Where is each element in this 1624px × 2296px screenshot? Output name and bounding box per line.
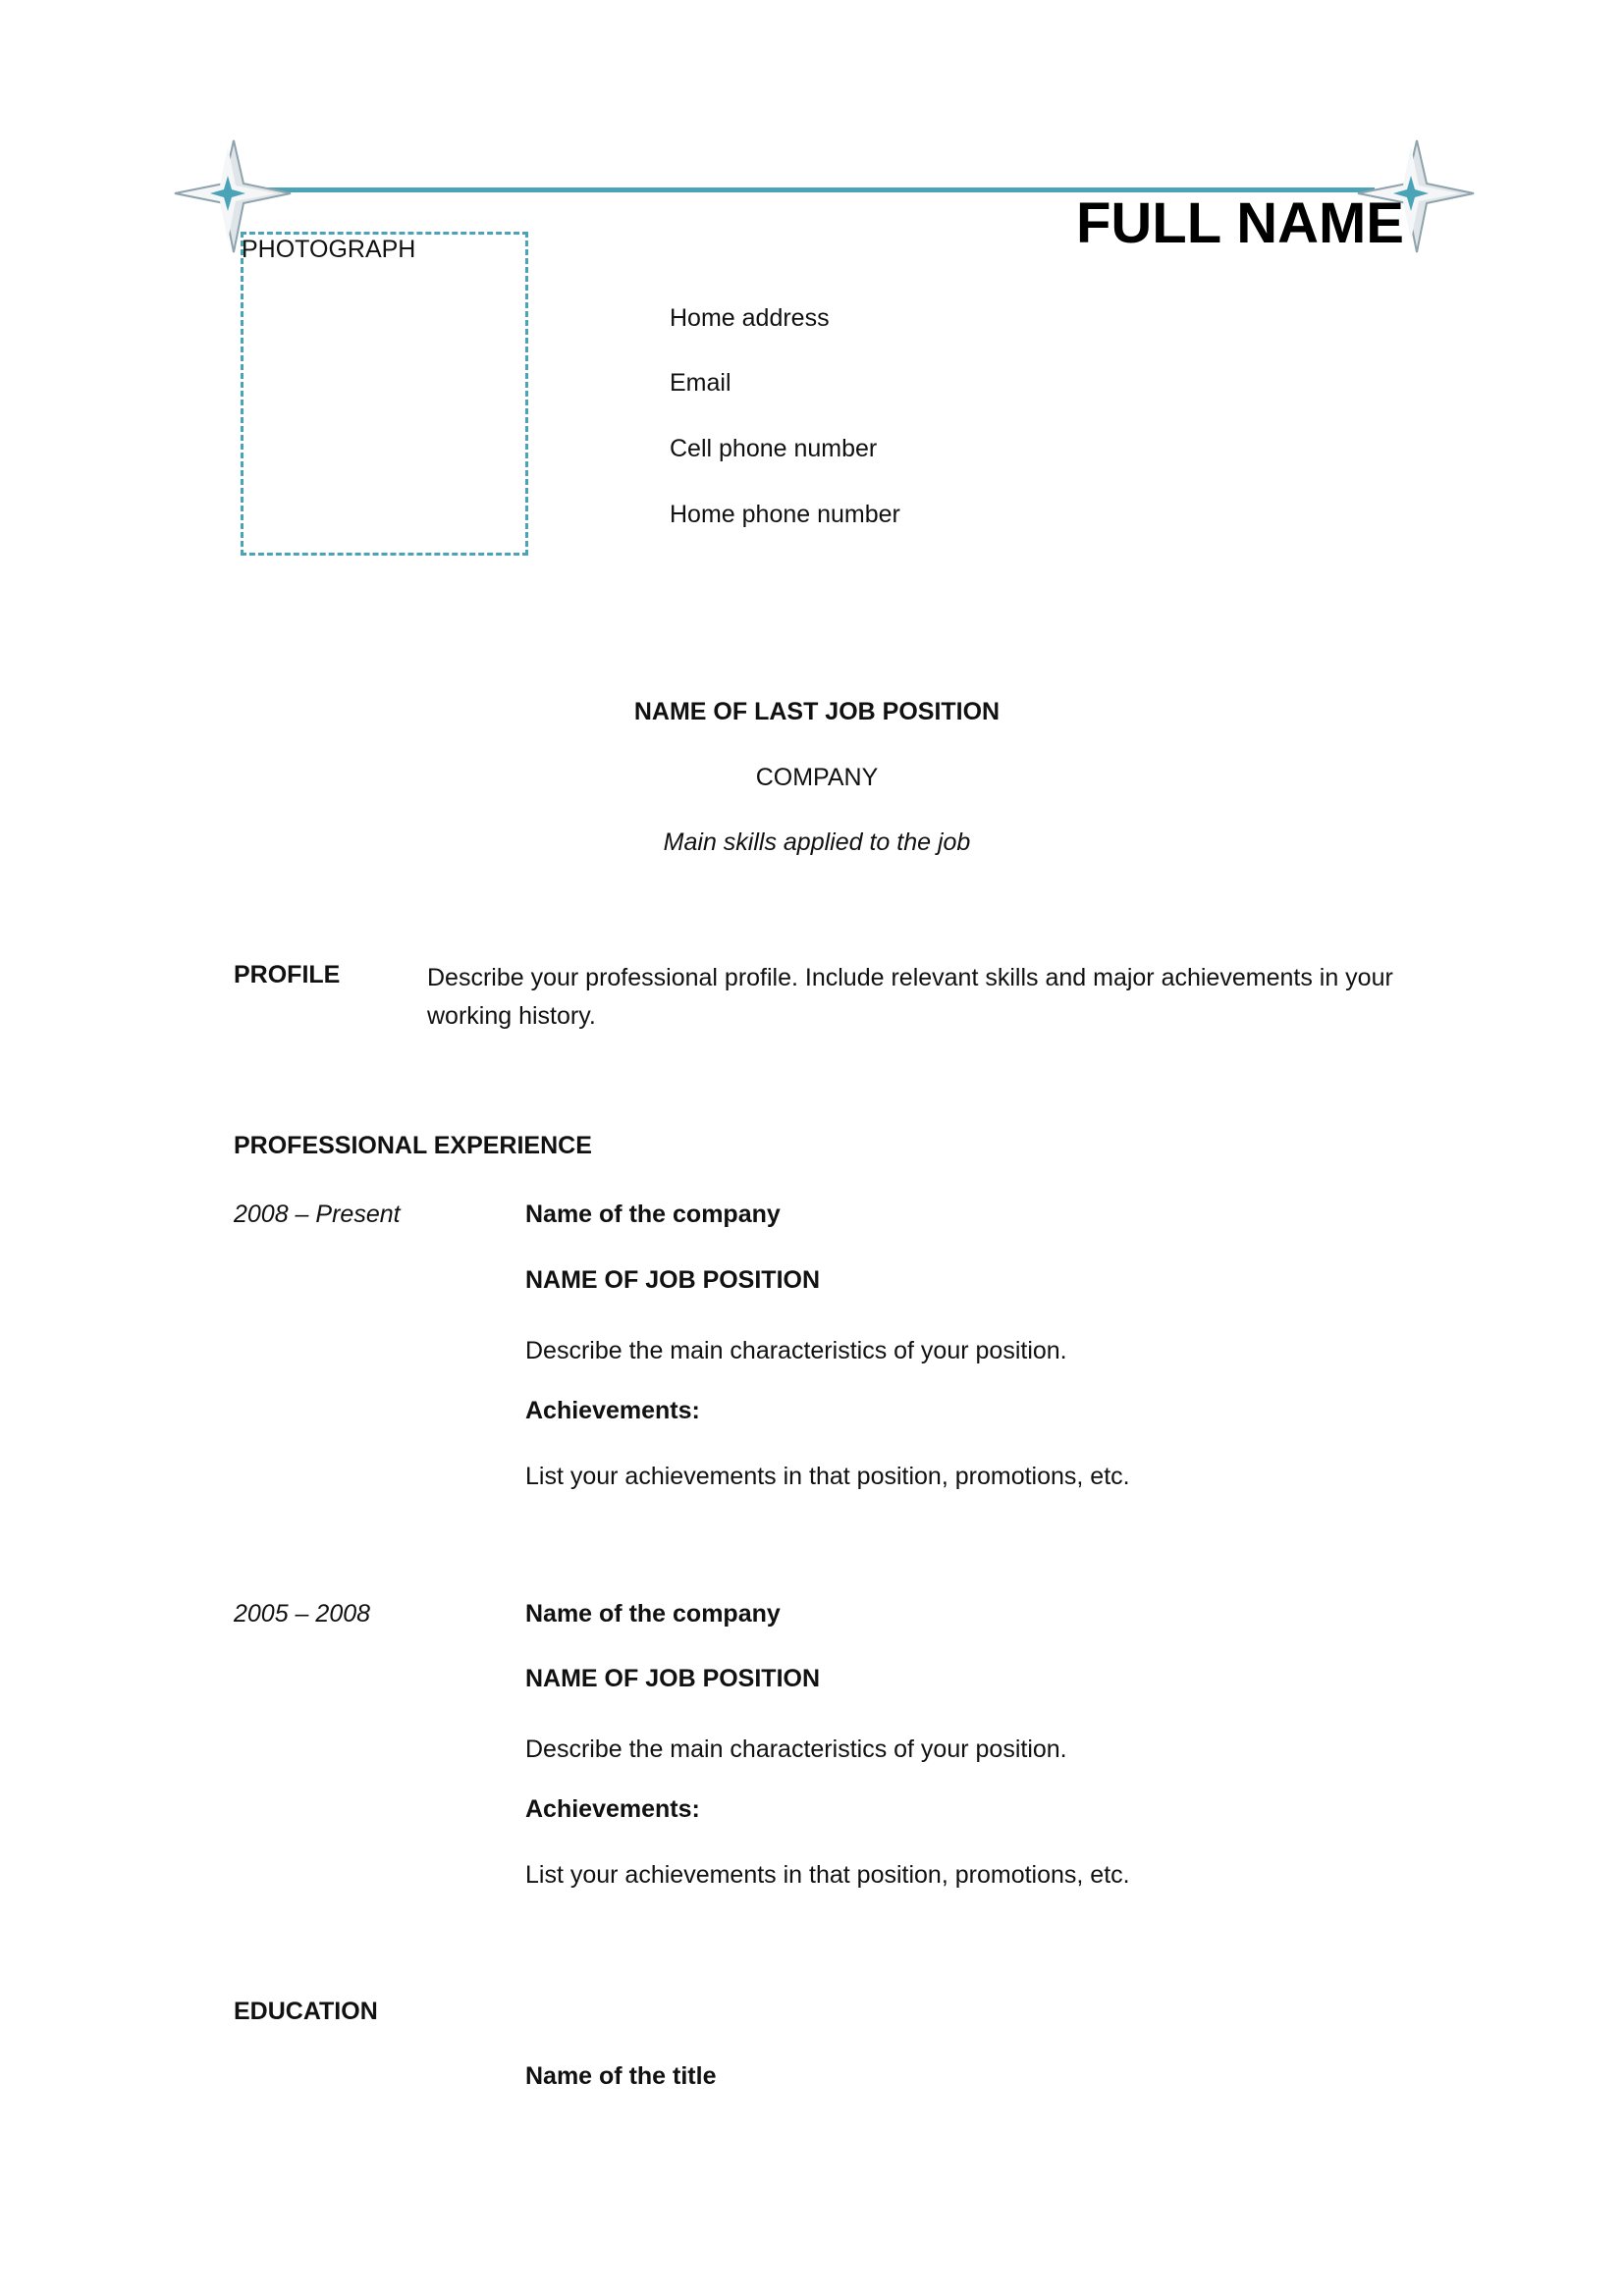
education-heading: EDUCATION	[234, 1998, 378, 2025]
profile-heading: PROFILE	[234, 961, 341, 988]
cell-phone-number: Cell phone number	[670, 435, 878, 462]
job-description: Describe the main characteristics of your position.	[525, 1337, 1067, 1364]
job-achievements: List your achievements in that position, promotions, etc.	[525, 1861, 1130, 1889]
full-name: FULL NAME	[1075, 191, 1404, 255]
achievements-label: Achievements:	[525, 1397, 700, 1424]
home-phone-number: Home phone number	[670, 501, 900, 528]
last-job-position: NAME OF LAST JOB POSITION	[633, 698, 1001, 725]
profile-text: Describe your professional profile. Include relevant skills and major achievements in your working history.	[427, 964, 1393, 1030]
job-period: 2008 – Present	[234, 1201, 401, 1228]
experience-heading: PROFESSIONAL EXPERIENCE	[234, 1132, 592, 1159]
achievements-label: Achievements:	[525, 1795, 700, 1823]
job-description: Describe the main characteristics of your position.	[525, 1735, 1067, 1763]
job-position: NAME OF JOB POSITION	[525, 1665, 821, 1692]
job-position: NAME OF JOB POSITION	[525, 1266, 821, 1294]
photo-placeholder	[241, 232, 528, 556]
email: Email	[670, 369, 731, 397]
job-period: 2005 – 2008	[234, 1600, 371, 1628]
last-company: COMPANY	[755, 764, 879, 791]
last-job-skills: Main skills applied to the job	[663, 828, 971, 856]
job-achievements: List your achievements in that position, promotions, etc.	[525, 1463, 1130, 1490]
job-company: Name of the company	[525, 1600, 781, 1628]
photo-label: PHOTOGRAPH	[242, 236, 416, 263]
home-address: Home address	[670, 304, 830, 332]
job-company: Name of the company	[525, 1201, 781, 1228]
education-title: Name of the title	[525, 2062, 717, 2090]
